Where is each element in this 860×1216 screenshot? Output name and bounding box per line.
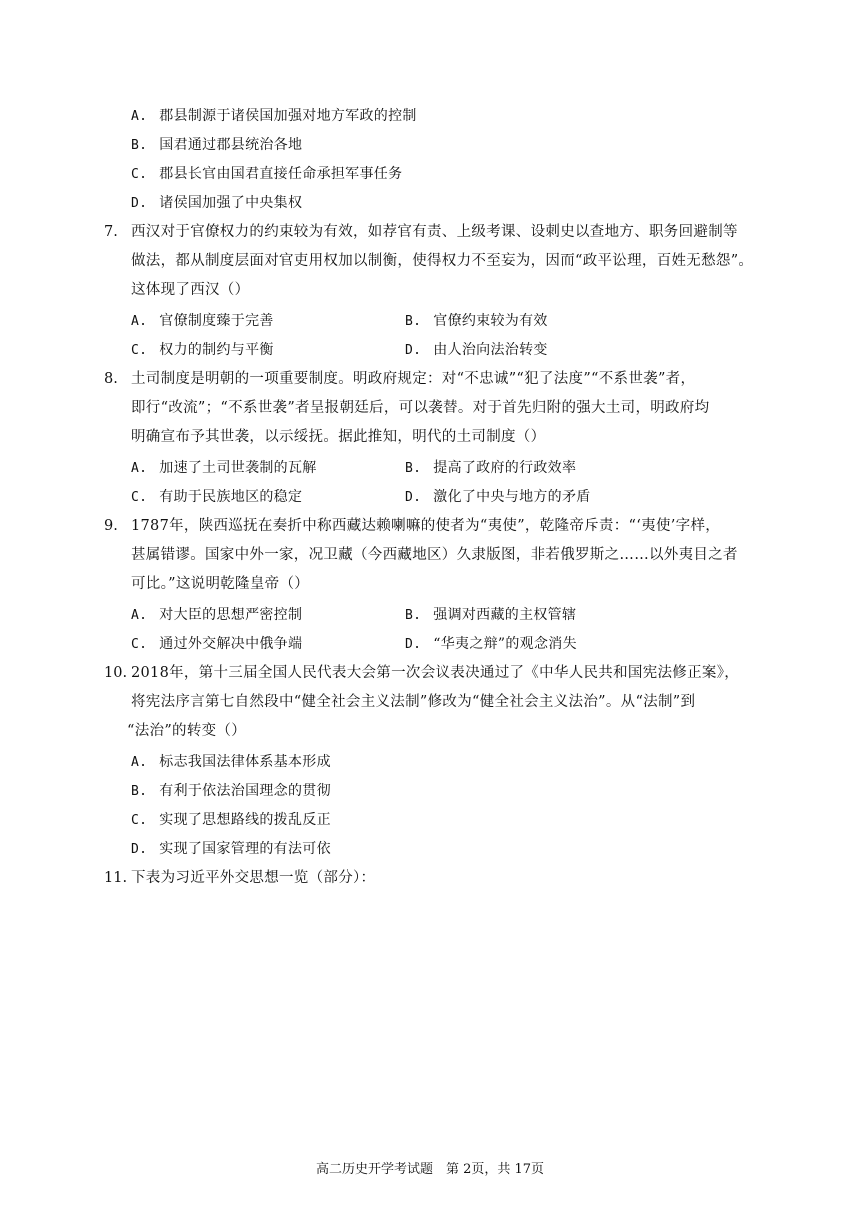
q9-stem-line-1: 1787年，陕西巡抚在奏折中称西藏达赖喇嘛的使者为“夷使”，乾隆帝斥责：“‘夷使’字样，	[131, 518, 721, 534]
q8-stem-line-3: 明确宣布予其世袭，以示绥抚。据此推知，明代的土司制度（）	[131, 429, 546, 445]
q8-option-d: D. 激化了中央与地方的矛盾	[405, 489, 591, 505]
q7-stem-line-2: 做法，都从制度层面对官吏用权加以制衡，使得权力不至妄为，因而“政平讼理，百姓无愁怨”。	[131, 253, 754, 269]
q10-stem-line-1: 2018年，第十三届全国人民代表大会第一次会议表决通过了《中华人民共和国宪法修正案》，	[131, 665, 740, 681]
q9-option-a: A. 对大臣的思想严密控制	[131, 607, 303, 623]
q7-option-a: A. 官僚制度臻于完善	[131, 313, 274, 329]
q9-option-b: B. 强调对西藏的主权管辖	[405, 607, 577, 623]
q7-stem-line-1: 西汉对于官僚权力的约束较为有效，如荐官有责、上级考课、设刺史以查地方、职务回避制等	[131, 224, 738, 240]
q7-stem-line-3: 这体现了西汉（）	[131, 282, 250, 298]
q10-stem-line-2: 将宪法序言第七自然段中“健全社会主义法制”修改为“健全社会主义法治”。从“法制”到	[131, 694, 696, 710]
q9-option-d: D. “华夷之辩”的观念消失	[405, 636, 577, 652]
q9-option-c: C. 通过外交解决中俄争端	[131, 636, 303, 652]
q7-number: 7.	[104, 224, 118, 240]
q10-stem-line-3: “法治”的转变（）	[127, 723, 247, 739]
q9-number: 9.	[104, 518, 118, 534]
q10-option-c: C. 实现了思想路线的拨乱反正	[131, 812, 331, 828]
q6-option-d: D. 诸侯国加强了中央集权	[131, 195, 303, 211]
page-footer: 高二历史开学考试题 第 2页，共 17页	[315, 1162, 545, 1177]
q6-option-c: C. 郡县长官由国君直接任命承担军事任务	[131, 166, 403, 182]
q6-option-b: B. 国君通过郡县统治各地	[131, 137, 303, 153]
q9-stem-line-2: 甚属错谬。国家中外一家，况卫藏（今西藏地区）久隶版图，非若俄罗斯之……以外夷目之者	[131, 547, 738, 563]
q7-option-c: C. 权力的制约与平衡	[131, 342, 274, 358]
q8-option-b: B. 提高了政府的行政效率	[405, 460, 577, 476]
q10-option-a: A. 标志我国法律体系基本形成	[131, 754, 331, 770]
q8-option-a: A. 加速了土司世袭制的瓦解	[131, 460, 317, 476]
q6-option-a: A. 郡县制源于诸侯国加强对地方军政的控制	[131, 108, 417, 124]
q8-stem-line-1: 土司制度是明朝的一项重要制度。明政府规定：对“不忠诚”“犯了法度”“不系世袭”者，	[131, 371, 696, 387]
q10-option-d: D. 实现了国家管理的有法可依	[131, 841, 331, 857]
q11-stem-line-1: 下表为习近平外交思想一览（部分）：	[131, 870, 376, 886]
q11-number: 11.	[104, 870, 128, 886]
q7-option-b: B. 官僚约束较为有效	[405, 313, 548, 329]
q8-option-c: C. 有助于民族地区的稳定	[131, 489, 303, 505]
q10-option-b: B. 有利于依法治国理念的贯彻	[131, 783, 331, 799]
q8-stem-line-2: 即行“改流”；“不系世袭”者呈报朝廷后，可以袭替。对于首先归附的强大土司，明政府均	[131, 400, 710, 416]
q8-number: 8.	[104, 371, 118, 387]
q7-option-d: D. 由人治向法治转变	[405, 342, 548, 358]
q9-stem-line-3: 可比。”这说明乾隆皇帝（）	[131, 576, 310, 592]
q10-number: 10.	[104, 665, 128, 681]
